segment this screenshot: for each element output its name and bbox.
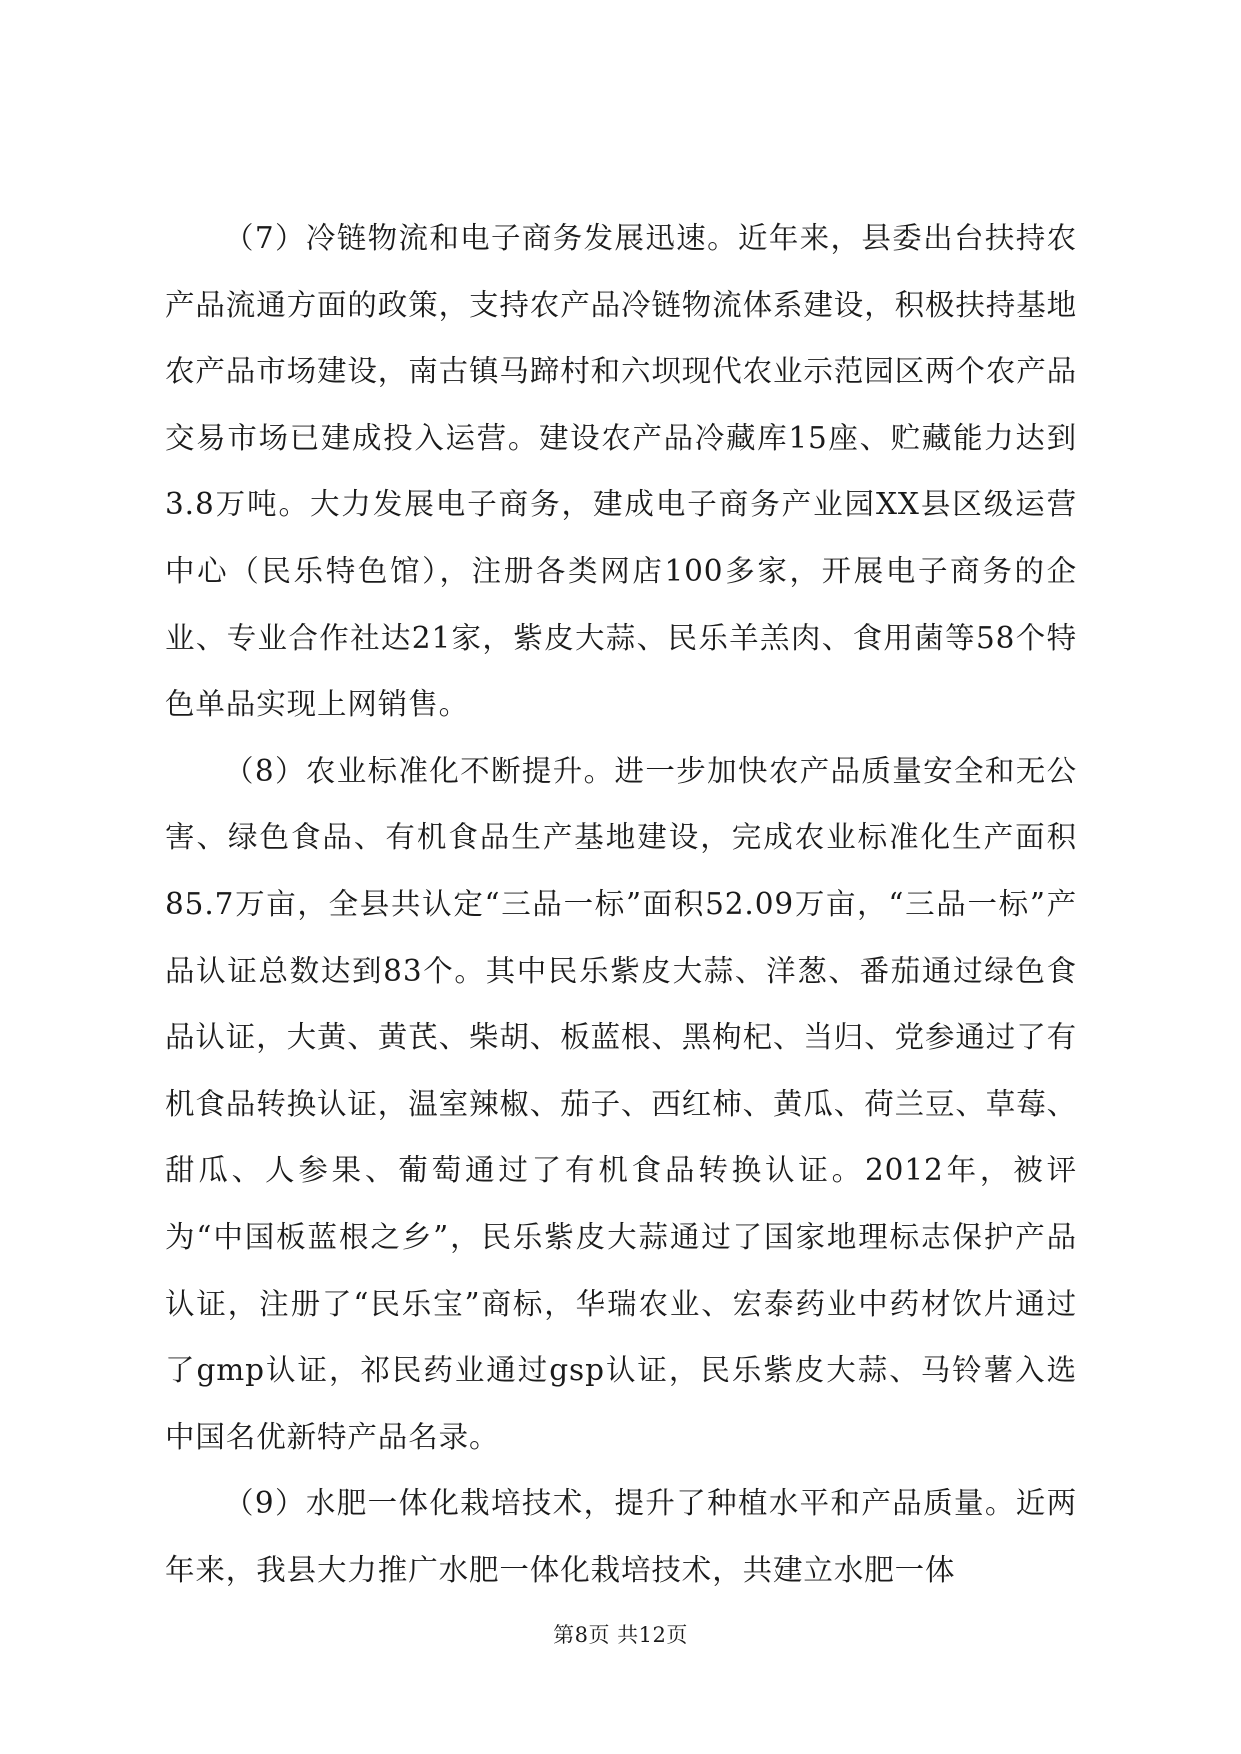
paragraph-cold-chain-ecommerce: （7）冷链物流和电子商务发展迅速。近年来，县委出台扶持农产品流通方面的政策，支持农产品冷链物流体系建设，积极扶持基地农产品市场建设，南古镇马蹄村和六坝现代农业示范园区两个农产品交易市场已建成投入运营。建设农产品冷藏库15座、贮藏能力达到3.8万吨。大力发展电子商务，建成电子商务产业园XX县区级运营中心（民乐特色馆），注册各类网店100多家，开展电子商务的企业、专业合作社达21家，紫皮大蒜、民乐羊羔肉、食用菌等58个特色单品实现上网销售。 bbox=[165, 221, 1078, 722]
paragraph-water-fertilizer: （9）水肥一体化栽培技术，提升了种植水平和产品质量。近两年来，我县大力推广水肥一体化栽培技术，共建立水肥一体 bbox=[165, 1486, 1077, 1587]
document-body bbox=[165, 205, 1077, 1603]
paragraph-agri-standardization: （8）农业标准化不断提升。进一步加快农产品质量安全和无公害、绿色食品、有机食品生产基地建设，完成农业标准化生产面积85.7万亩，全县共认定“三品一标”面积52.09万亩，“三品一标”产品认证总数达到83个。其中民乐紫皮大蒜、洋葱、番茄通过绿色食品认证，大黄、黄芪、柴胡、板蓝根、黑枸杞、当归、党参通过了有机食品转换认证，温室辣椒、茄子、西红柿、黄瓜、荷兰豆、草莓、甜瓜、人参果、葡萄通过了有机食品转换认证。2012年，被评为“中国板蓝根之乡”，民乐紫皮大蒜通过了国家地理标志保护产品认证，注册了“民乐宝”商标，华瑞农业、宏泰药业中药材饮片通过了gmp认证，祁民药业通过gsp认证，民乐紫皮大蒜、马铃薯入选中国名优新特产品名录。 bbox=[165, 753, 1078, 1454]
page-number-footer: 第8页 共12页 bbox=[553, 1623, 688, 1647]
